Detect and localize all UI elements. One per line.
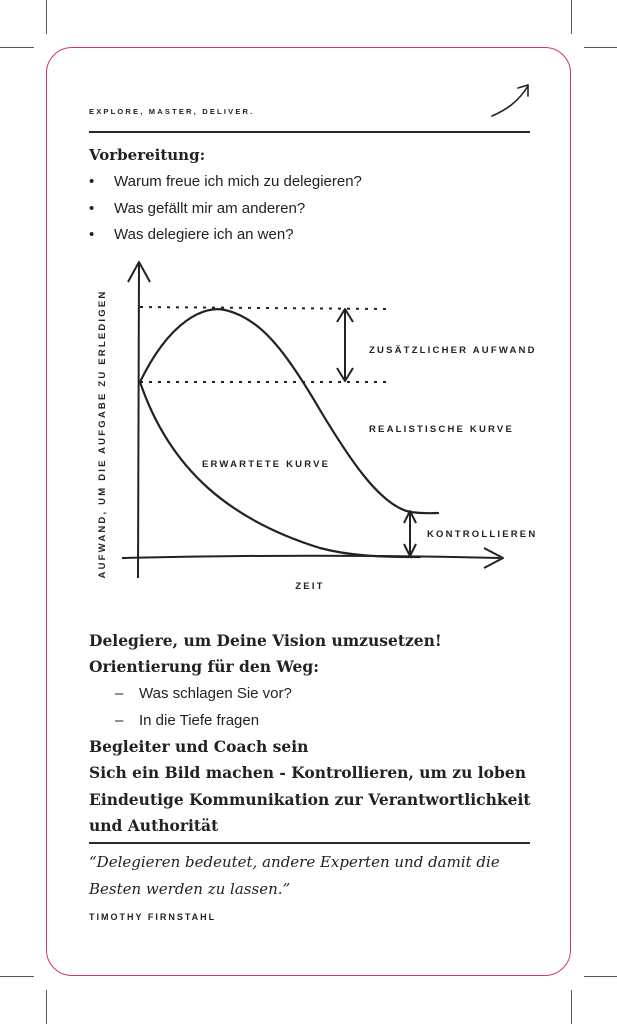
expected-curve-label: ERWARTETE KURVE — [202, 459, 331, 470]
crop-mark — [571, 990, 572, 1024]
extra-effort-label: ZUSÄTZLICHER AUFWAND — [369, 345, 537, 356]
orientation-list — [115, 684, 292, 738]
vision-line: Delegiere, um Deine Vision umzusetzen! — [89, 631, 442, 650]
y-axis — [138, 264, 139, 578]
list-item: – Was schlagen Sie vor? — [115, 684, 292, 711]
list-item: • Was gefällt mir am anderen? — [89, 199, 362, 226]
x-axis-label: ZEIT — [295, 581, 325, 592]
crop-mark — [584, 976, 617, 977]
quote-author: TIMOTHY FIRNSTAHL — [89, 912, 217, 922]
realistic-curve-label: REALISTISCHE KURVE — [369, 424, 514, 435]
orientation-line: Orientierung für den Weg: — [89, 657, 319, 676]
peak-reference-line — [140, 307, 388, 309]
realistic-curve — [140, 309, 438, 513]
tagline: EXPLORE, MASTER, DELIVER. — [89, 107, 255, 116]
list-item: • Warum freue ich mich zu delegieren? — [89, 172, 362, 199]
x-axis — [122, 556, 500, 558]
control-line: Sich ein Bild machen - Kontrollieren, um zu loben — [89, 763, 526, 782]
authority-line: und Authorität — [89, 816, 219, 835]
preparation-title: Vorbereitung: — [89, 146, 206, 164]
y-axis-label: AUFWAND, UM DIE AUFGABE ZU ERLEDIGEN — [97, 289, 108, 579]
coach-line: Begleiter und Coach sein — [89, 737, 309, 756]
list-item: • Was delegiere ich an wen? — [89, 225, 362, 252]
quote-text: “Delegieren bedeutet, andere Experten und damit die Besten werden zu lassen.” — [89, 853, 500, 898]
communication-line: Eindeutige Kommunikation zur Verantwortlichkeit — [89, 790, 531, 809]
list-item: – In die Tiefe fragen — [115, 711, 292, 738]
crop-mark — [0, 976, 34, 977]
quote-rule — [89, 842, 530, 844]
control-label: KONTROLLIEREN — [427, 529, 538, 540]
crop-mark — [46, 990, 47, 1024]
